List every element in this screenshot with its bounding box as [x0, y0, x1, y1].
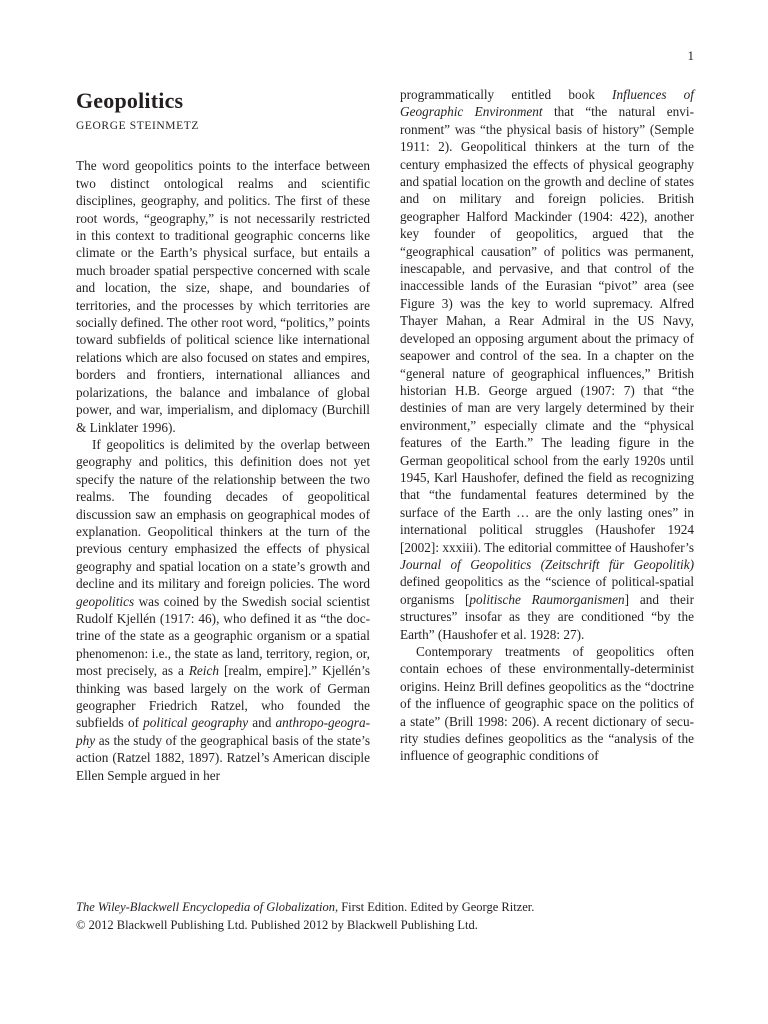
right-column	[400, 86, 694, 765]
paragraph-text: defined geopolitics as the “science of political-spatial organisms [	[400, 574, 694, 607]
paragraph-text: and	[248, 715, 276, 731]
footer-copyright: © 2012 Blackwell Publishing Ltd. Published 2012 by Blackwell Publishing Ltd.	[76, 918, 478, 932]
paragraph-text: The word geopolitics points to the interface between two distinct ontological realms and scientific disciplines, geography, and politics. The first of these root words, “geography,” is not necessarily restricted in this context to traditional geographic concerns like climate or the Earth’s physical surface, but entails a much broader spatial perspective concerned with scale and location, the size, shape, and boundaries of territories, and the processes by which territories are socially defined. The other root word, “politics,” points toward subfields of political science like international relations which are also focused on states and empires, borders and frontiers, international alliances and polarizations, the balance and imbalance of global power, and war, imperialism, and diplomacy (Burchill & Linklater 1996).	[76, 158, 370, 435]
left-column	[76, 88, 370, 784]
paragraph-text: If geopolitics is delimited by the overlap between geography and politics, this definition does not yet specify the nature of the relationship between the two realms. The founding decades of geopolitical discussion saw an emphasis on geographical modes of explanation. Geopolitical thinkers at the turn of the previous century emphasized the effects of physical geography and spatial location on a state’s growth and decline and its military and foreign policies. The word	[76, 436, 370, 592]
emphasis: Reich	[188, 663, 219, 679]
paragraph	[400, 86, 694, 643]
paragraph	[76, 436, 370, 784]
emphasis: anthropo-geography	[76, 715, 370, 748]
paragraph-text: as the study of the geographical basis of the state’s action (Ratzel 1882, 1897). Ratzel’s American disciple Ellen Semple argued in her	[76, 732, 370, 783]
book-title: The Wiley-Blackwell Encyclopedia of Globalization	[76, 900, 335, 914]
emphasis: politische Raumorganismen	[469, 591, 625, 607]
paragraph-text: that “the natural environment” was “the physical basis of history” (Semple 1911: 2). Geopolitical thinkers at the turn of the century emphasized the effects of physical geography and spatial location on the growth and decline of states and on military and foreign policies. British geographer Halford Mackinder (1904: 422), another key founder of geopolitics, argued that the “geographical causation” of politics was permanent, inescapable, and pervasive, and that control of the inaccessible lands of the Eurasian “pivot” area (see Figure 3) was the key to world supremacy. Alfred Thayer Mahan, a Rear Admiral in the US Navy, developed an opposing argument about the primacy of seapower and control of the sea. In a chapter on the “general nature of geographical influences,” British historian H.B. George argued (1907: 7) that “the destinies of man are very largely determined by their environment,” especially climate and the “physical features of the Earth.” The leading figure in the German geopolitical school from the early 1920s until 1945, Karl Haushofer, defined the field as recognizing that “the fundamental features determined by the surface of the Earth … are the only lasting ones” in international political struggles (Haushofer 1924 [2002]: xxxiii). The editorial committee of Haushofer’s	[400, 104, 694, 555]
emphasis: geopolitics	[76, 593, 135, 609]
paragraph	[400, 643, 694, 765]
page-number: 1	[687, 48, 694, 63]
paragraph-text: was coined by the Swedish social scientist Rudolf Kjellén (1917: 46), who defined it as “the doctrine of the state as a geographic organism or a spatial phenomenon: i.e., the state as land, territory, region, or, most precisely, as a	[76, 593, 370, 679]
paragraph-text: Contemporary treatments of geopolitics often contain echoes of these environmentally-determinist origins. Heinz Brill defines geopolitics as the “doctrine of the influence of geographic space on the politics of a state” (Brill 1998: 206). A recent dictionary of security studies defines geopolitics as the “analysis of the influence of geographic conditions of	[400, 644, 694, 764]
article-title: Geopolitics	[76, 88, 184, 113]
journal-title: Journal of Geopolitics (Zeitschrift für Geopolitik)	[400, 556, 694, 572]
book-title: Influences of Geographic Environment	[400, 87, 694, 120]
footer-citation	[76, 898, 696, 916]
emphasis: political geography	[143, 715, 249, 731]
paragraph-text: [realm, empire].” Kjellén’s thinking was based largely on the work of German geographer Friedrich Ratzel, who founded the subfields of	[76, 663, 370, 731]
paragraph	[76, 157, 370, 436]
footer	[76, 898, 696, 934]
footer-text: , First Edition. Edited by George Ritzer.	[334, 900, 535, 914]
article-author: GEORGE STEINMETZ	[76, 120, 199, 132]
paragraph-text: ] and their structures” insofar as they are conditioned “by the Earth” (Haushofer et al. 1928: 27).	[400, 591, 694, 642]
paragraph-text: programmatically entitled book	[400, 87, 613, 102]
